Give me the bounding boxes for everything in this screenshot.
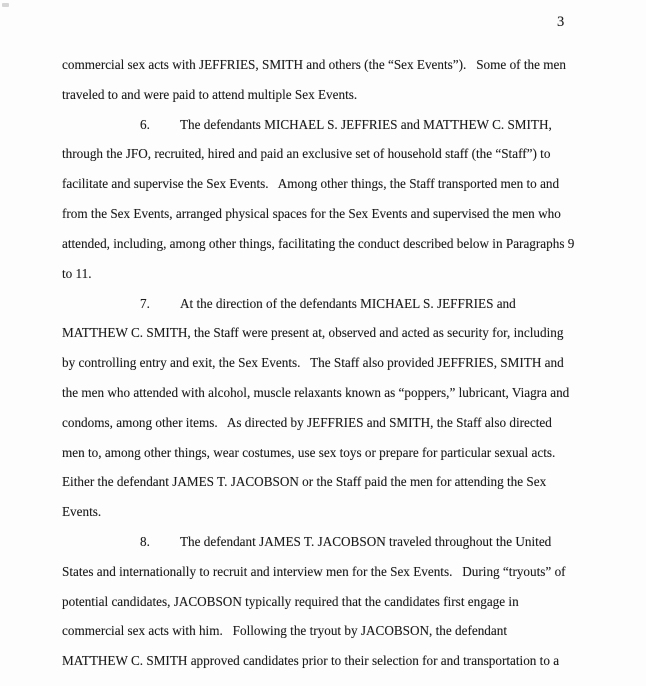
line-text: to 11. <box>62 265 92 281</box>
document-line <box>62 229 622 259</box>
document-line <box>62 289 622 319</box>
document-line <box>62 139 622 169</box>
document-line <box>62 378 622 408</box>
line-text: traveled to and were paid to attend multiple Sex Events. <box>62 86 358 102</box>
document-line <box>62 527 622 557</box>
document-body <box>62 50 622 676</box>
line-text: potential candidates, JACOBSON typically required that the candidates first engage in <box>62 593 519 609</box>
paragraph-8-number: 8. <box>140 534 150 549</box>
document-line <box>62 587 622 617</box>
document-line <box>62 616 622 646</box>
document-line <box>62 646 622 676</box>
line-text: attended, including, among other things, facilitating the conduct described below in Paragraphs 9 <box>62 235 575 251</box>
document-line <box>62 467 622 497</box>
line-text: from the Sex Events, arranged physical spaces for the Sex Events and supervised the men who <box>62 206 561 222</box>
line-text: facilitate and supervise the Sex Events. Among other things, the Staff transported men to and <box>62 176 560 192</box>
scan-artifact <box>2 3 9 7</box>
line-text: At the direction of the defendants MICHAEL S. JEFFRIES and <box>180 295 516 311</box>
line-text: Events. <box>62 504 102 520</box>
document-line <box>62 259 622 289</box>
document-line <box>62 497 622 527</box>
line-text: States and internationally to recruit and interview men for the Sex Events. During “tryouts” of <box>62 563 566 579</box>
page-number: 3 <box>557 14 565 30</box>
line-text: by controlling entry and exit, the Sex Events. The Staff also provided JEFFRIES, SMITH and <box>62 355 564 371</box>
document-line <box>62 348 622 378</box>
document-line <box>62 318 622 348</box>
document-line <box>62 110 622 140</box>
line-text: the men who attended with alcohol, muscle relaxants known as “poppers,” lubricant, Viagra and <box>62 384 570 400</box>
line-text: through the JFO, recruited, hired and paid an exclusive set of household staff (the “Staff”) to <box>62 146 551 162</box>
line-text: The defendants MICHAEL S. JEFFRIES and MATTHEW C. SMITH, <box>180 116 552 132</box>
line-text: MATTHEW C. SMITH, the Staff were present at, observed and acted as security for, including <box>62 325 564 341</box>
document-line <box>62 438 622 468</box>
line-text: commercial sex acts with him. Following the tryout by JACOBSON, the defendant <box>62 623 508 639</box>
line-text: men to, among other things, wear costumes, use sex toys or prepare for particular sexual acts. <box>62 444 556 460</box>
line-text: commercial sex acts with JEFFRIES, SMITH and others (the “Sex Events”). Some of the men <box>62 57 566 72</box>
paragraph-6-number: 6. <box>140 116 150 132</box>
document-line <box>62 557 622 587</box>
document-line <box>62 169 622 199</box>
line-text: MATTHEW C. SMITH approved candidates prior to their selection for and transportation to a <box>62 653 560 669</box>
document-line <box>62 408 622 438</box>
document-line <box>62 199 622 229</box>
paragraph-7-number: 7. <box>140 295 150 311</box>
line-text: condoms, among other items. As directed by JEFFRIES and SMITH, the Staff also directed <box>62 414 552 430</box>
line-text: The defendant JAMES T. JACOBSON traveled throughout the United <box>180 534 552 549</box>
document-line <box>62 50 622 80</box>
line-text: Either the defendant JAMES T. JACOBSON or the Staff paid the men for attending the Sex <box>62 474 547 490</box>
document-line <box>62 80 622 110</box>
